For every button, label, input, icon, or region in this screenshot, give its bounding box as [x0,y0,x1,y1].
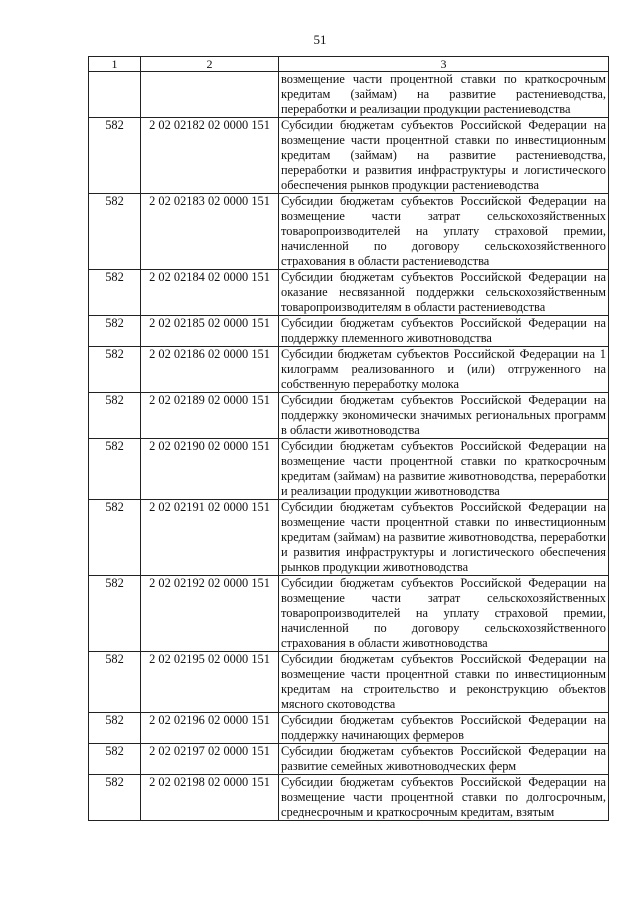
admin-code-cell: 582 [89,652,141,713]
table-row [89,393,609,439]
budget-code-cell: 2 02 02191 02 0000 151 [141,500,279,576]
budget-code-cell: 2 02 02197 02 0000 151 [141,744,279,775]
description-cell: Субсидии бюджетам субъектов Российской Федерации на поддержку экономически значимых региональных программ в области животноводства [279,393,609,439]
table-row [89,270,609,316]
description-cell: Субсидии бюджетам субъектов Российской Федерации на возмещение части процентной ставки по краткосрочным кредитам (займам) на развитие животноводства, переработки и реализации продукции животноводства [279,439,609,500]
table-header-row [89,57,609,72]
budget-code-cell: 2 02 02189 02 0000 151 [141,393,279,439]
table-row [89,194,609,270]
admin-code-cell: 582 [89,393,141,439]
admin-code-cell: 582 [89,500,141,576]
budget-code-cell: 2 02 02198 02 0000 151 [141,775,279,821]
table-row [89,576,609,652]
description-cell: Субсидии бюджетам субъектов Российской Федерации на возмещение части процентной ставки по долгосрочным, среднесрочным и краткосрочным кредитам, взятым [279,775,609,821]
budget-code-cell: 2 02 02183 02 0000 151 [141,194,279,270]
table-row [89,713,609,744]
description-cell: Субсидии бюджетам субъектов Российской Федерации на поддержку начинающих фермеров [279,713,609,744]
table-row [89,72,609,118]
description-cell: Субсидии бюджетам субъектов Российской Федерации на развитие семейных животноводческих ферм [279,744,609,775]
description-cell: Субсидии бюджетам субъектов Российской Федерации на возмещение части процентной ставки по инвестиционным кредитам (займам) на развитие животноводства, переработки и развития инфраструктуры и логистического обеспечения рынков продукции животноводства [279,500,609,576]
admin-code-cell: 582 [89,316,141,347]
description-cell: Субсидии бюджетам субъектов Российской Федерации на возмещение части затрат сельскохозяйственных товаропроизводителей на уплату страховой премии, начисленной по договору сельскохозяйственного страхования в области животноводства [279,576,609,652]
table-row [89,316,609,347]
admin-code-cell: 582 [89,744,141,775]
admin-code-cell: 582 [89,270,141,316]
admin-code-cell: 582 [89,576,141,652]
admin-code-cell: 582 [89,775,141,821]
description-cell: Субсидии бюджетам субъектов Российской Федерации на возмещение части процентной ставки по инвестиционным кредитам (займам) на развитие растениеводства, переработки и развития инфраструктуры и логистического обеспечения рынков продукции растениеводства [279,118,609,194]
page-number: 51 [313,32,327,47]
budget-code-cell: 2 02 02186 02 0000 151 [141,347,279,393]
budget-code-cell: 2 02 02185 02 0000 151 [141,316,279,347]
table-row [89,500,609,576]
column-header-1: 1 [89,57,141,72]
budget-code-cell: 2 02 02184 02 0000 151 [141,270,279,316]
table-row [89,744,609,775]
budget-code-cell: 2 02 02192 02 0000 151 [141,576,279,652]
description-cell: Субсидии бюджетам субъектов Российской Федерации на возмещение части затрат сельскохозяйственных товаропроизводителей на уплату страховой премии, начисленной по договору сельскохозяйственного страхования в области растениеводства [279,194,609,270]
budget-code-cell: 2 02 02190 02 0000 151 [141,439,279,500]
column-header-3: 3 [279,57,609,72]
description-cell: Субсидии бюджетам субъектов Российской Федерации на 1 килограмм реализованного и (или) отгруженного на собственную переработку молока [279,347,609,393]
table-row [89,439,609,500]
table-row [89,652,609,713]
description-cell: Субсидии бюджетам субъектов Российской Федерации на оказание несвязанной поддержки сельскохозяйственным товаропроизводителям в области растениеводства [279,270,609,316]
admin-code-cell: 582 [89,439,141,500]
budget-code-cell: 2 02 02195 02 0000 151 [141,652,279,713]
table-row [89,775,609,821]
budget-code-cell: 2 02 02182 02 0000 151 [141,118,279,194]
budget-code-cell [141,72,279,118]
budget-classification-table [88,56,609,821]
table-row [89,118,609,194]
description-cell: Субсидии бюджетам субъектов Российской Федерации на возмещение части процентной ставки по инвестиционным кредитам на строительство и реконструкцию объектов мясного скотоводства [279,652,609,713]
description-cell: возмещение части процентной ставки по краткосрочным кредитам (займам) на развитие растениеводства, переработки и реализации продукции растениеводства [279,72,609,118]
admin-code-cell: 582 [89,347,141,393]
budget-code-cell: 2 02 02196 02 0000 151 [141,713,279,744]
description-cell: Субсидии бюджетам субъектов Российской Федерации на поддержку племенного животноводства [279,316,609,347]
admin-code-cell: 582 [89,713,141,744]
admin-code-cell: 582 [89,118,141,194]
admin-code-cell: 582 [89,194,141,270]
table-row [89,347,609,393]
admin-code-cell [89,72,141,118]
column-header-2: 2 [141,57,279,72]
